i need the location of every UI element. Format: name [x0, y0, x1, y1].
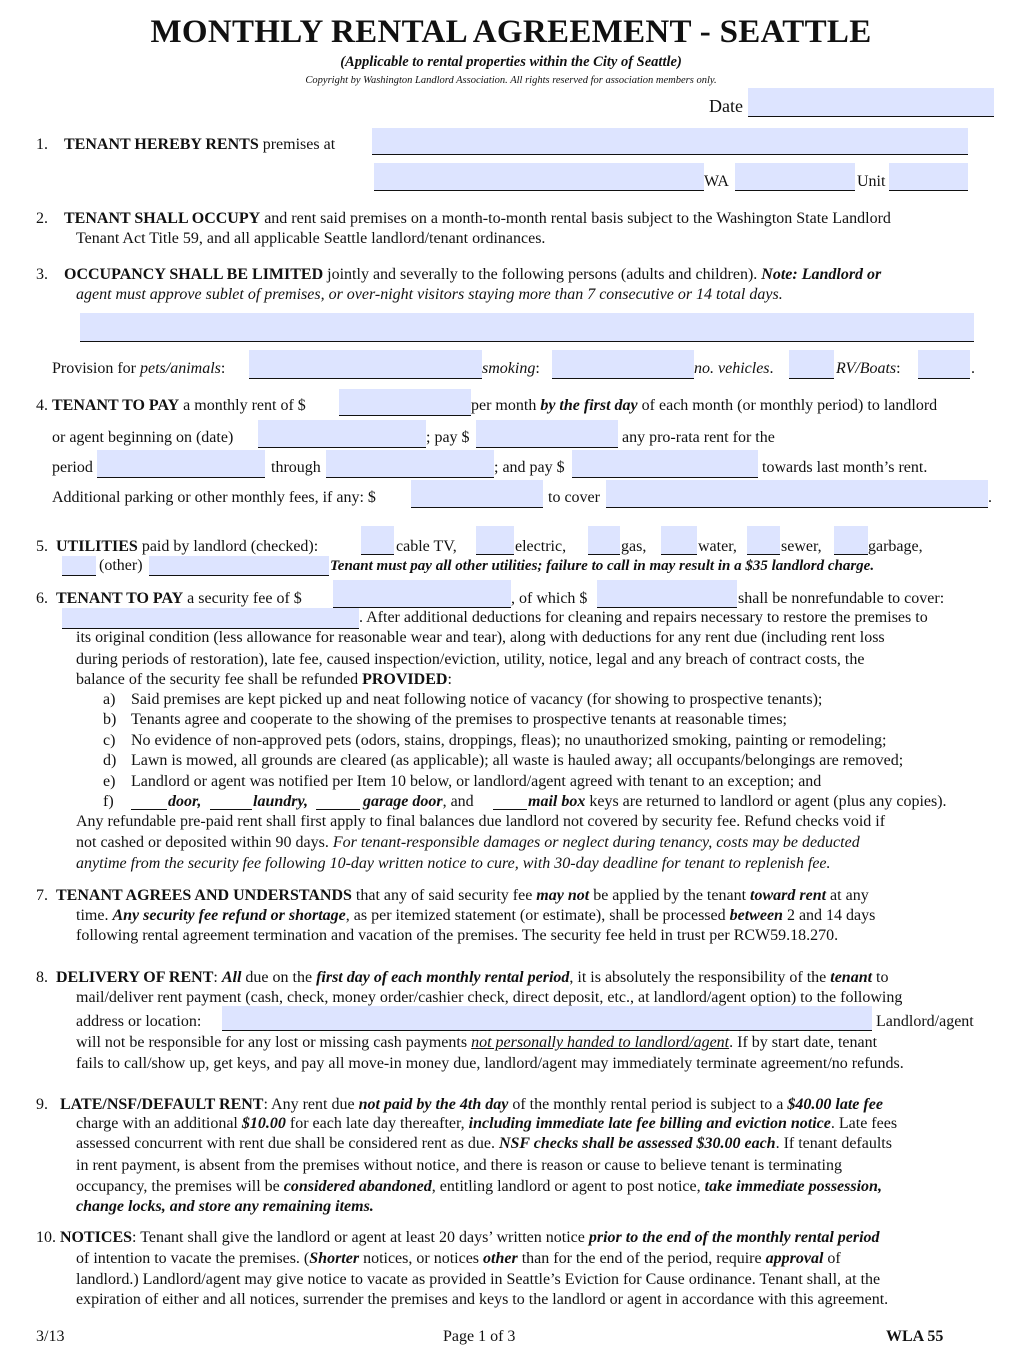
section-6-line5: balance of the security fee shall be refunded PROVIDED:: [76, 671, 452, 688]
pets-label: Provision for pets/animals:: [52, 360, 226, 377]
gas-checkbox[interactable]: [588, 526, 620, 555]
parking-label: Additional parking or other monthly fees, if any: $: [52, 489, 376, 506]
section-7-line3: following rental agreement termination and vacation of the premises. The security fee held in trust per RCW59.18.270.: [76, 927, 839, 944]
nonrefundable-purpose-field[interactable]: [62, 608, 359, 629]
beginning-date-field[interactable]: [258, 420, 426, 448]
vehicles-field[interactable]: [789, 350, 834, 379]
condition-d-label: d): [103, 752, 117, 769]
document-subtitle: (Applicable to rental properties within the City of Seattle): [340, 54, 682, 70]
unit-label: Unit: [857, 173, 886, 190]
water-checkbox[interactable]: [661, 526, 697, 555]
rv-label: RV/Boats:: [836, 360, 901, 377]
condition-e: Landlord or agent was notified per Item 10 below, or landlord/agent agreed with tenant to an exception; and: [131, 773, 822, 790]
document-title: MONTHLY RENTAL AGREEMENT - SEATTLE: [150, 14, 872, 50]
date-label: Date: [709, 96, 743, 116]
condition-a-label: a): [103, 691, 116, 708]
section-7-line2: time. Any security fee refund or shortage, as per itemized statement (or estimate), shall be processed between 2 and 14 days: [76, 907, 876, 924]
cable-checkbox[interactable]: [361, 526, 394, 555]
section-6-line1a: 6. TENANT TO PAY a security fee of $: [36, 590, 302, 607]
section-10-line1: 10. NOTICES: Tenant shall give the landlord or agent at least 20 days’ written notice prior to the end of the monthly rental period: [36, 1229, 880, 1246]
pay-label: ; pay $: [426, 429, 470, 446]
garage-label: garage door, and: [363, 793, 474, 810]
last-month-label: towards last month’s rent.: [762, 459, 928, 476]
unit-field[interactable]: [889, 163, 968, 191]
period-label: period: [52, 459, 93, 476]
section-3-line1: 3. OCCUPANCY SHALL BE LIMITED jointly and severally to the following persons (adults and children). Note: Landlord or: [36, 266, 882, 283]
condition-f-label: f): [103, 793, 114, 810]
rv-field[interactable]: [918, 350, 970, 379]
parking-cover-field[interactable]: [606, 480, 988, 508]
section-8-line5: fails to call/show up, get keys, and pay all move-in money due, landlord/agent may immediately terminate agreement/no refunds.: [76, 1055, 904, 1072]
cable-label: cable TV,: [396, 538, 457, 555]
footer-revision: 3/13: [36, 1328, 65, 1345]
electric-checkbox[interactable]: [476, 526, 514, 555]
laundry-label: laundry,: [253, 793, 308, 810]
other-checkbox[interactable]: [62, 556, 96, 576]
occupants-field[interactable]: [80, 313, 974, 342]
door-label: door,: [168, 793, 202, 810]
monthly-rent-field[interactable]: [339, 389, 471, 416]
section-10-line2: of intention to vacate the premises. (Shorter notices, or notices other than for the end of the period, require approval of: [76, 1250, 841, 1267]
smoking-field[interactable]: [552, 350, 694, 379]
premises-address-field[interactable]: [372, 128, 968, 155]
section-6-line3: its original condition (less allowance for reasonable wear and tear), along with deductions for any rent due (including rent loss: [76, 629, 885, 646]
city-field[interactable]: [374, 163, 704, 191]
section-8-landlord-agent: Landlord/agent: [876, 1013, 974, 1030]
section-6-refund-line2: not cashed or deposited within 90 days. For tenant-responsible damages or neglect during tenancy, costs may be deducted: [76, 834, 860, 851]
section-4-line1a: 4. TENANT TO PAY a monthly rent of $: [36, 397, 306, 414]
rent-delivery-address-field[interactable]: [222, 1006, 872, 1031]
laundry-keys-blank[interactable]: [210, 808, 252, 810]
last-month-rent-field[interactable]: [572, 450, 758, 478]
section-8-line1: 8. DELIVERY OF RENT: All due on the first day of each monthly rental period, it is absolutely the responsibility of the tenant to: [36, 969, 889, 986]
footer-form-id: WLA 55: [886, 1328, 944, 1345]
garbage-checkbox[interactable]: [834, 526, 868, 555]
sewer-label: sewer,: [781, 538, 822, 555]
section-6-refund-line3: anytime from the security fee following 10-day written notice to cure, with 30-day deadline for tenant to replenish fee.: [76, 855, 831, 872]
section-9-line3: assessed concurrent with rent due shall be considered rent as due. NSF checks shall be assessed $30.00 each. If tenant defaults: [76, 1135, 892, 1152]
section-8-line2: mail/deliver rent payment (cash, check, money order/cashier check, direct deposit, etc., at landlord/agent option) to the following: [76, 989, 903, 1006]
garbage-label: garbage,: [868, 538, 923, 555]
condition-b-label: b): [103, 711, 117, 728]
garage-keys-blank[interactable]: [316, 808, 360, 810]
section-2-line2: Tenant Act Title 59, and all applicable Seattle landlord/tenant ordinances.: [76, 230, 546, 247]
gas-label: gas,: [621, 538, 647, 555]
door-keys-blank[interactable]: [131, 808, 167, 810]
section-7-line1: 7. TENANT AGREES AND UNDERSTANDS that any of said security fee may not be applied by the tenant toward rent at any: [36, 887, 869, 904]
condition-b: Tenants agree and cooperate to the showing of the premises to prospective tenants at reasonable times;: [131, 711, 787, 728]
section-8-address-label: address or location:: [76, 1013, 202, 1030]
condition-d: Lawn is mowed, all grounds are cleared (as applicable); all waste is hauled away; all occupants/belongings are removed;: [131, 752, 904, 769]
section-6-refund-line1: Any refundable pre-paid rent shall first apply to final balances due landlord not covered by security fee. Refund checks void if: [76, 813, 886, 830]
footer-page-number: Page 1 of 3: [443, 1328, 516, 1345]
section-9-line5: occupancy, the premises will be considered abandoned, entitling landlord or agent to post notice, take immediate possession,: [76, 1178, 882, 1195]
copyright-notice: Copyright by Washington Landlord Association. All rights reserved for association members only.: [305, 75, 717, 86]
section-4-line1b: per month by the first day of each month (or monthly period) to landlord: [471, 397, 938, 414]
section-6-line4: during periods of restoration), late fee, caused inspection/eviction, utility, notice, legal and any breach of contract costs, the: [76, 651, 865, 668]
prorata-label: any pro-rata rent for the: [622, 429, 775, 446]
section-9-line2: charge with an additional $10.00 for each late day thereafter, including immediate late fee billing and eviction notice. Late fees: [76, 1115, 898, 1132]
mailbox-label: mail box keys are returned to landlord or agent (plus any copies).: [528, 793, 947, 810]
last-month-pay-label: ; and pay $: [494, 459, 565, 476]
condition-e-label: e): [103, 773, 116, 790]
section-5-lead: 5. UTILITIES paid by landlord (checked):: [36, 538, 319, 555]
period-start-field[interactable]: [97, 450, 265, 478]
beginning-date-label: or agent beginning on (date): [52, 429, 234, 446]
wa-label: WA: [704, 173, 729, 190]
electric-label: electric,: [515, 538, 567, 555]
through-label: through: [271, 459, 321, 476]
condition-c-label: c): [103, 732, 116, 749]
section-2-line1: 2. TENANT SHALL OCCUPY and rent said premises on a month-to-month rental basis subject to the Washington State Landlord: [36, 210, 891, 227]
smoking-label: smoking:: [482, 360, 540, 377]
section-9-line6: change locks, and store any remaining items.: [76, 1198, 374, 1215]
section-10-line3: landlord.) Landlord/agent may give notice to vacate as provided in Seattle’s Eviction for Cause ordinance. Tenant shall, at the: [76, 1271, 881, 1288]
section-8-line4: will not be responsible for any lost or missing cash payments not personally handed to landlord/agent. If by start date, tenant: [76, 1034, 878, 1051]
section-10-line4: expiration of either and all notices, surrender the premises and keys to the landlord or agent in accordance with this agreement.: [76, 1291, 889, 1308]
parking-end: .: [988, 489, 992, 506]
section-6-line2: . After additional deductions for cleaning and repairs necessary to restore the premises to: [359, 609, 928, 626]
nonrefundable-label: , of which $: [511, 590, 588, 607]
pets-field[interactable]: [249, 350, 482, 379]
section-1-text: 1. TENANT HEREBY RENTS premises at: [36, 136, 336, 153]
to-cover-label: to cover: [548, 489, 600, 506]
condition-a: Said premises are kept picked up and neat following notice of vacancy (for showing to prospective tenants);: [131, 691, 823, 708]
water-label: water,: [698, 538, 737, 555]
mailbox-keys-blank[interactable]: [493, 808, 527, 810]
utilities-warning: Tenant must pay all other utilities; failure to call in may result in a $35 landlord charge.: [330, 558, 875, 574]
rv-end: .: [971, 360, 975, 377]
condition-c: No evidence of non-approved pets (odors, stains, droppings, fleas); no unauthorized smoking, painting or remodeling;: [131, 732, 887, 749]
sewer-checkbox[interactable]: [747, 526, 780, 555]
section-9-line4: in rent payment, is absent from the premises without notice, and there is reason or cause to believe tenant is terminating: [76, 1157, 842, 1174]
prorata-amount-field[interactable]: [476, 420, 618, 448]
section-9-line1: 9. LATE/NSF/DEFAULT RENT: Any rent due not paid by the 4th day of the monthly rental period is subject to a $40.00 late fee: [36, 1096, 883, 1113]
vehicles-label: no. vehicles.: [694, 360, 774, 377]
other-utility-field[interactable]: [149, 556, 329, 576]
zip-field[interactable]: [735, 163, 855, 191]
security-fee-field[interactable]: [333, 580, 511, 608]
parking-fee-field[interactable]: [411, 480, 543, 508]
cover-label: shall be nonrefundable to cover:: [738, 590, 945, 607]
period-end-field[interactable]: [326, 450, 494, 478]
nonrefundable-amount-field[interactable]: [597, 580, 737, 608]
other-label: (other): [99, 557, 143, 574]
date-field[interactable]: [748, 88, 994, 117]
section-3-line2: agent must approve sublet of premises, or over-night visitors staying more than 7 consecutive or 14 total days.: [76, 286, 783, 303]
